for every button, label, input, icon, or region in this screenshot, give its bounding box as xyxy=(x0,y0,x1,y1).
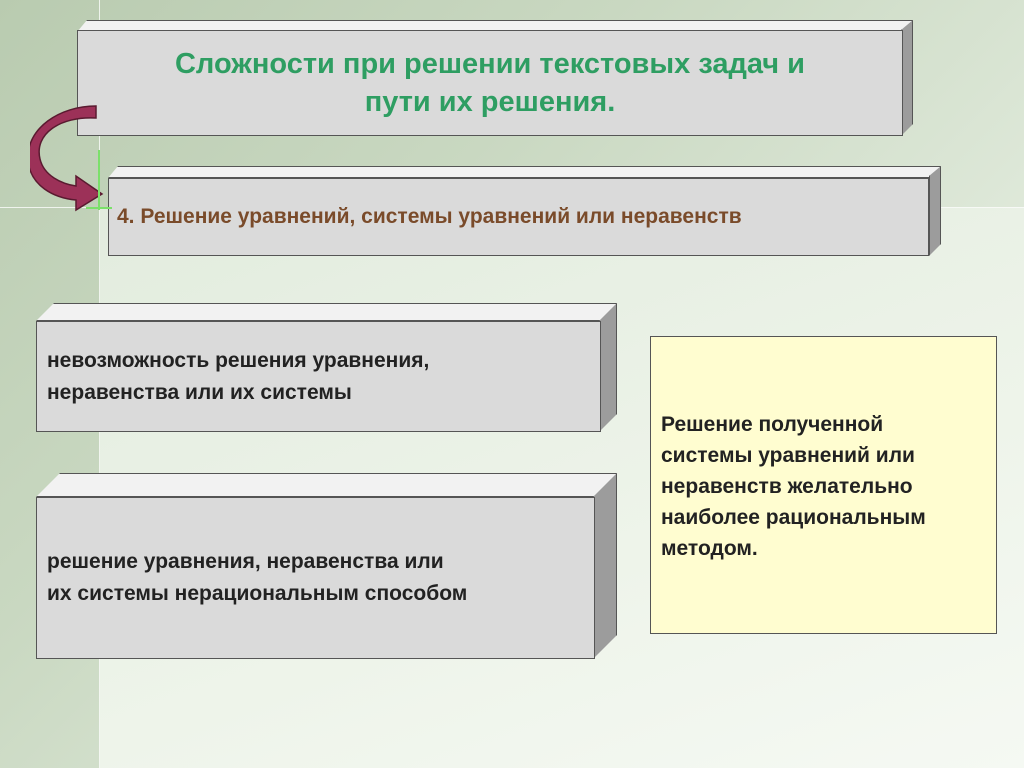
title-box xyxy=(77,20,913,136)
subtitle-box xyxy=(108,166,941,256)
problem-1-line-2: неравенства или их системы xyxy=(47,380,352,404)
title-line-2: пути их решения. xyxy=(364,86,616,118)
problem-text-1 xyxy=(47,322,590,431)
title-line-1: Сложности при решении текстовых задач и xyxy=(174,48,806,80)
page-title xyxy=(78,31,902,135)
problem-1-line-1: невозможность решения уравнения, xyxy=(47,348,430,372)
solution-line-5: методом. xyxy=(661,537,758,560)
problem-text-2 xyxy=(47,498,584,658)
solution-text xyxy=(661,409,988,564)
solution-line-2: системы уравнений или xyxy=(661,444,915,467)
solution-line-4: наиболее рациональным xyxy=(661,506,926,529)
section-subtitle: 4. Решение уравнений, системы уравнений или неравенств xyxy=(117,205,742,228)
guide-crosshair-horizontal xyxy=(86,207,112,209)
problem-2-line-1: решение уравнения, неравенства или xyxy=(47,550,444,573)
solution-line-1: Решение полученной xyxy=(661,413,884,436)
problem-2-line-2: их системы нерациональным способом xyxy=(47,582,468,605)
solution-note xyxy=(650,336,997,634)
problem-box-2 xyxy=(36,473,617,659)
problem-box-1 xyxy=(36,303,617,432)
solution-line-3: неравенств желательно xyxy=(661,475,913,498)
guide-crosshair-vertical xyxy=(98,150,100,210)
